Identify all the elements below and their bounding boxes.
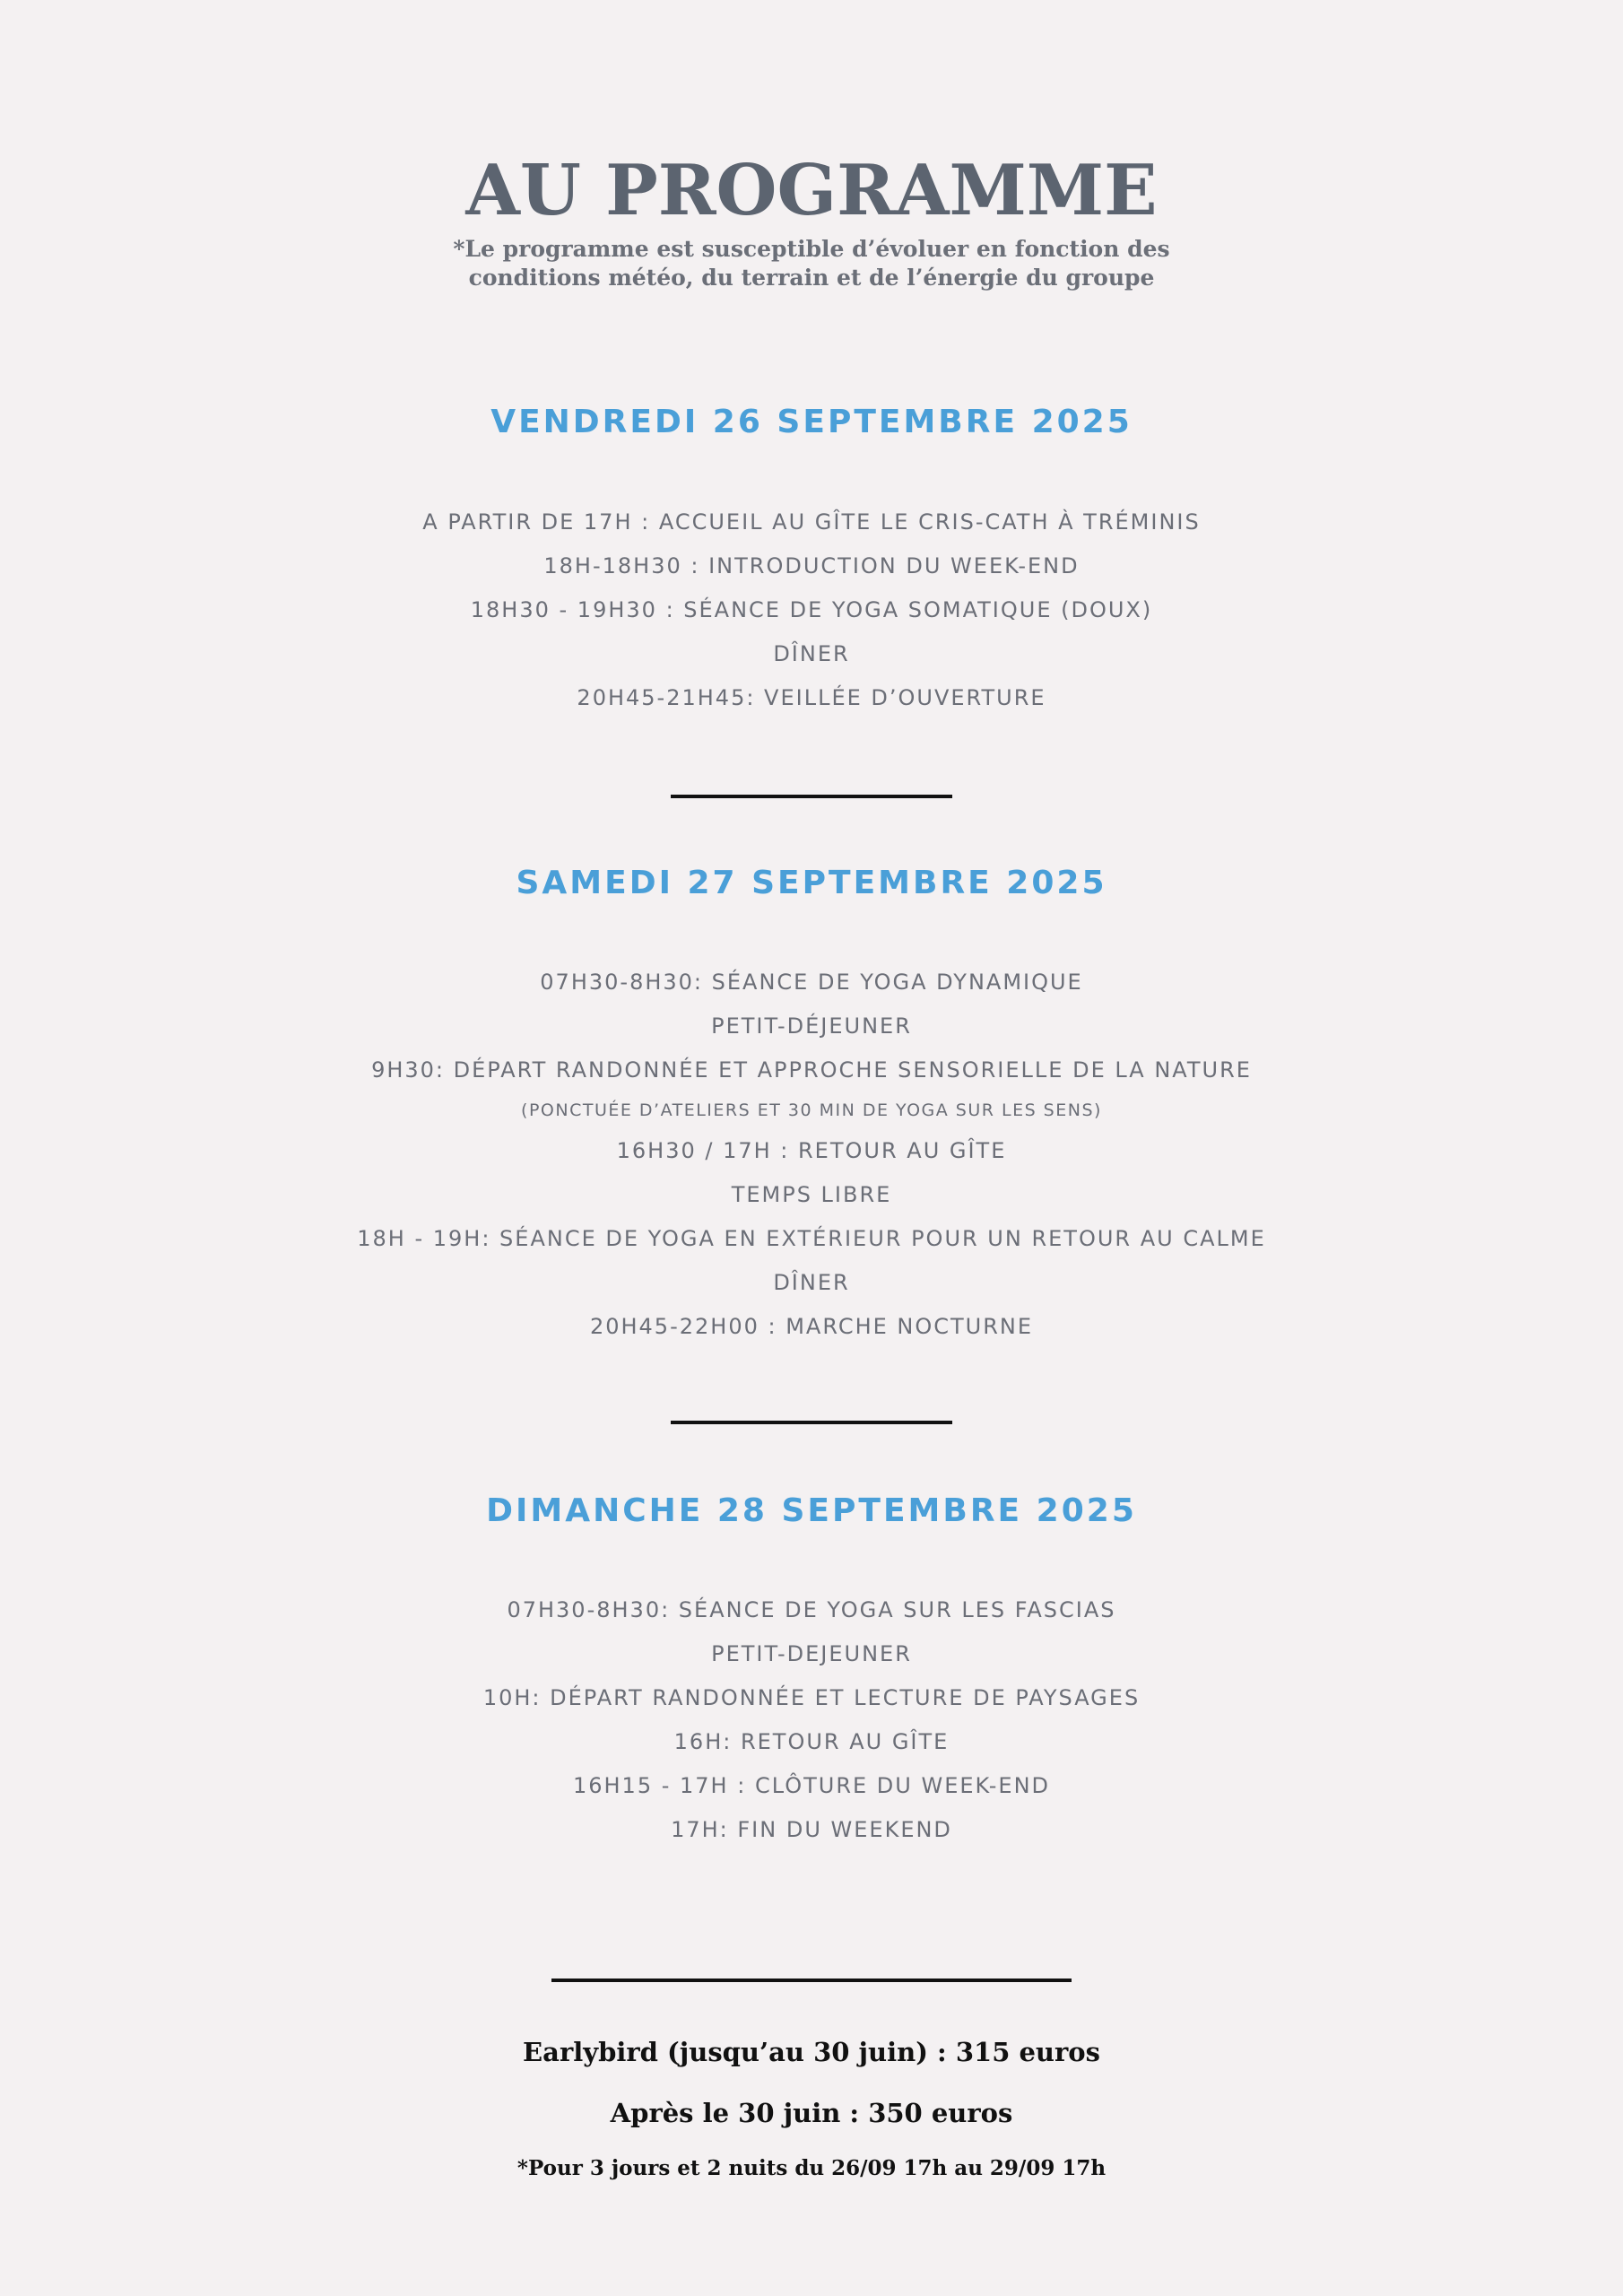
schedule-item: 18H-18H30 : INTRODUCTION DU WEEK-END	[543, 553, 1080, 578]
schedule-item-note: (PONCTUÉE D’ATELIERS ET 30 MIN DE YOGA SUR LES SENS)	[521, 1100, 1102, 1120]
schedule-list-saturday	[0, 961, 1623, 1349]
section-divider	[671, 795, 952, 798]
day-title-sunday: DIMANCHE 28 SEPTEMBRE 2025	[486, 1492, 1137, 1529]
schedule-item: 20H45-22H00 : MARCHE NOCTURNE	[589, 1314, 1034, 1339]
schedule-item: 16H15 - 17H : CLÔTURE DU WEEK-END	[572, 1773, 1051, 1798]
schedule-item: 18H - 19H: SÉANCE DE YOGA EN EXTÉRIEUR POUR UN RETOUR AU CALME	[357, 1226, 1266, 1251]
schedule-item: PETIT-DÉJEUNER	[711, 1013, 912, 1039]
page-title: AU PROGRAMME	[465, 150, 1158, 231]
schedule-item: 07H30-8H30: SÉANCE DE YOGA SUR LES FASCIAS	[507, 1597, 1116, 1622]
subtitle-line-2: conditions météo, du terrain et de l’énergie du groupe	[468, 265, 1155, 291]
schedule-item: DÎNER	[773, 1270, 850, 1295]
schedule-list-friday	[0, 500, 1623, 720]
day-title-friday: VENDREDI 26 SEPTEMBRE 2025	[490, 404, 1133, 440]
schedule-item: 07H30-8H30: SÉANCE DE YOGA DYNAMIQUE	[540, 970, 1083, 995]
schedule-item: DÎNER	[773, 641, 850, 666]
section-divider	[671, 1421, 952, 1424]
schedule-item: 9H30: DÉPART RANDONNÉE ET APPROCHE SENSORIELLE DE LA NATURE	[371, 1057, 1252, 1083]
schedule-item: 17H: FIN DU WEEKEND	[671, 1817, 952, 1842]
pricing-divider	[551, 1979, 1072, 1982]
regular-price: Après le 30 juin : 350 euros	[610, 2098, 1013, 2128]
page-subtitle	[0, 235, 1623, 292]
pricing-note: *Pour 3 jours et 2 nuits du 26/09 17h au 29/09 17h	[516, 2156, 1107, 2180]
schedule-item: 10H: DÉPART RANDONNÉE ET LECTURE DE PAYSAGES	[482, 1685, 1141, 1710]
schedule-item: 20H45-21H45: VEILLÉE D’OUVERTURE	[577, 685, 1046, 710]
day-title-saturday: SAMEDI 27 SEPTEMBRE 2025	[516, 865, 1107, 901]
schedule-item: PETIT-DEJEUNER	[711, 1641, 912, 1666]
schedule-list-sunday	[0, 1588, 1623, 1852]
earlybird-price: Earlybird (jusqu’au 30 juin) : 315 euros	[523, 2037, 1100, 2067]
schedule-item: 16H: RETOUR AU GÎTE	[673, 1729, 950, 1754]
subtitle-line-1: *Le programme est susceptible d’évoluer en fonction des	[453, 236, 1170, 262]
schedule-item: 18H30 - 19H30 : SÉANCE DE YOGA SOMATIQUE (DOUX)	[470, 597, 1153, 622]
schedule-item: A PARTIR DE 17H : ACCUEIL AU GÎTE LE CRIS-CATH À TRÉMINIS	[422, 509, 1201, 535]
schedule-item: 16H30 / 17H : RETOUR AU GÎTE	[616, 1138, 1007, 1163]
schedule-item: TEMPS LIBRE	[731, 1182, 892, 1207]
